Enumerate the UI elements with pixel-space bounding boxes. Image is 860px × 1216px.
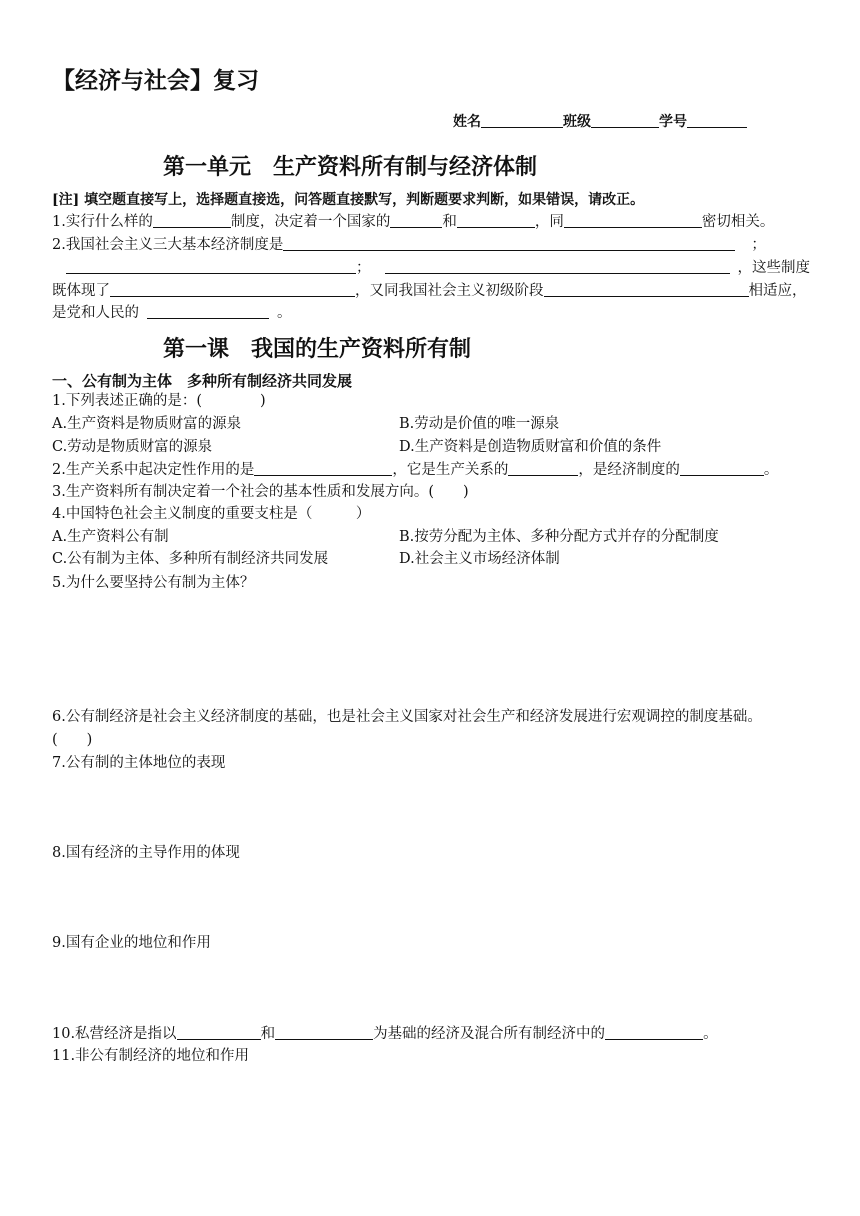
blank[interactable] [66,259,356,274]
lesson-question-3: 3.生产资料所有制决定着一个社会的基本性质和发展方向。( ) [52,484,469,500]
blank[interactable] [564,213,702,228]
lesson-question-9: 9.国有企业的地位和作用 [52,935,211,951]
blank[interactable] [390,213,442,228]
text: 相适应， [748,283,807,299]
option-b[interactable]: B.按劳分配为主体、多种分配方式并存的分配制度 [399,529,719,545]
unit-question-2-line1 [52,234,766,256]
text: 2.生产关系中起决定性作用的是 [52,462,255,478]
text: 密切相关。 [701,214,775,230]
blank[interactable] [275,1025,373,1040]
lesson-question-4: 4.中国特色社会主义制度的重要支柱是（ ） [52,506,371,522]
lesson-question-8: 8.国有经济的主导作用的体现 [52,845,240,861]
unit-question-2-line3 [52,280,807,302]
text: 。 [763,462,779,478]
lesson-question-6: 6.公有制经济是社会主义经济制度的基础，也是社会主义国家对社会生产和经济发展进行宏观调控的制度基础。 [52,709,762,725]
name-label: 姓名 [453,114,481,130]
blank[interactable] [385,259,730,274]
unit-question-1 [52,211,774,233]
blank[interactable] [544,282,749,297]
option-d[interactable]: D.生产资料是创造物质财富和价值的条件 [399,439,662,455]
lesson-question-1: 1.下列表述正确的是：( ) [52,393,266,409]
text: 1.实行什么样的 [52,214,153,230]
text: ； [356,260,371,276]
blank[interactable] [283,236,735,251]
option-c[interactable]: C.公有制为主体、多种所有制经济共同发展 [52,551,329,567]
number-label: 学号 [659,114,687,130]
lesson-title: 第一课 我国的生产资料所有制 [163,337,472,362]
text: ，是经济制度的 [578,462,680,478]
section-heading: 一、公有制为主体 多种所有制经济共同发展 [52,372,353,390]
class-label: 班级 [563,114,591,130]
unit-question-2-line4 [52,302,292,324]
text: 2.我国社会主义三大基本经济制度是 [52,237,284,253]
text: 10.私营经济是指以 [52,1026,177,1042]
unit-question-2-line2 [52,257,810,279]
lesson-question-10 [52,1023,718,1045]
text: 为基础的经济及混合所有制经济中的 [373,1026,606,1042]
text: 。 [703,1026,718,1042]
blank[interactable] [457,213,535,228]
answer-parentheses[interactable]: ( ) [52,732,93,748]
lesson-question-5: 5.为什么要坚持公有制为主体？ [52,575,255,591]
name-field[interactable] [481,113,563,128]
lesson-question-7: 7.公有制的主体地位的表现 [52,755,226,771]
blank[interactable] [680,461,764,476]
option-c[interactable]: C.劳动是物质财富的源泉 [52,439,213,455]
document-title: 【经济与社会】复习 [52,68,259,94]
blank[interactable] [605,1025,703,1040]
text: 制度，决定着一个国家的 [230,214,391,230]
class-field[interactable] [591,113,659,128]
text: ，同 [534,214,564,230]
blank[interactable] [110,282,355,297]
option-b[interactable]: B.劳动是价值的唯一源泉 [399,416,560,432]
blank[interactable] [177,1025,261,1040]
blank[interactable] [147,304,269,319]
blank[interactable] [153,213,231,228]
lesson-question-2 [52,459,778,481]
lesson-question-11: 11.非公有制经济的地位和作用 [52,1048,250,1064]
option-d[interactable]: D.社会主义市场经济体制 [399,551,560,567]
text: ，它是生产关系的 [392,462,509,478]
number-field[interactable] [687,113,747,128]
text: 和 [442,214,457,230]
instruction-note: [注] 填空题直接写上，选择题直接选，问答题直接默写，判断题要求判断，如果错误，请改正。 [52,192,645,208]
student-info-line [453,111,747,131]
blank[interactable] [508,461,578,476]
option-a[interactable]: A.生产资料是物质财富的源泉 [52,416,242,432]
option-a[interactable]: A.生产资料公有制 [52,529,169,545]
text: ，又同我国社会主义初级阶段 [355,283,544,299]
text: ； [751,237,766,253]
text: 。 [277,305,292,321]
text: 和 [260,1026,276,1042]
text: 既体现了 [52,283,110,299]
blank[interactable] [254,461,392,476]
text: ，这些制度 [737,260,810,276]
text: 是党和人民的 [52,305,139,321]
unit-title: 第一单元 生产资料所有制与经济体制 [163,155,538,180]
